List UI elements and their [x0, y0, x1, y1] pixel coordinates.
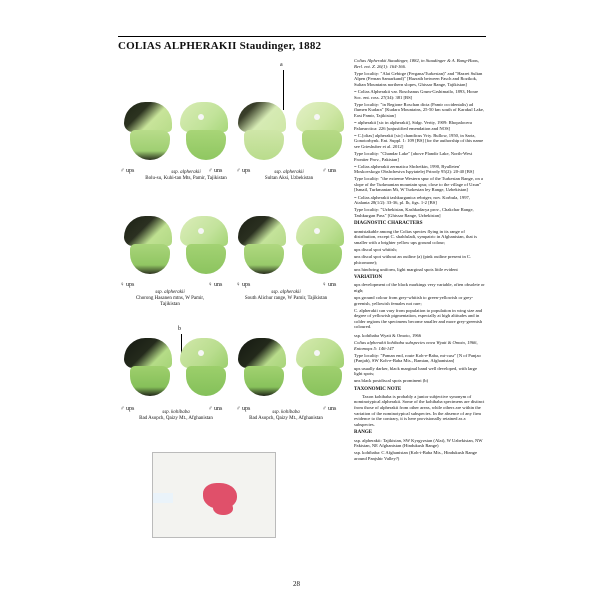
- page-number: 28: [293, 580, 300, 588]
- range-area: [213, 501, 233, 515]
- specimen-image: [292, 216, 346, 278]
- text-paragraph: Type locality: "Uzbekistan, Kashkadarya prov., Chakchar Range, Tashkurgan Pass" [Ghissar Range, Uzbekistan]: [354, 207, 474, 218]
- specimen-image: [292, 102, 346, 164]
- sex-label: ♂ ups: [236, 168, 251, 174]
- specimen-label: ssp. alpherakii Bolu-su, Kuhi-tan Mts, Pamir, Tajikistan: [145, 170, 227, 181]
- text-paragraph: = alpherakii [sic in alpherakii], Stdgr. Verity, 1909: Rhopalocera Palaearctica: 226 [unjustified emendation and NOS]: [354, 119, 472, 131]
- sex-label: ♂ uns: [322, 406, 337, 412]
- sex-label: ♂ uns: [208, 168, 223, 174]
- text-paragraph: uns black postdiscal spots prominent (b): [354, 378, 429, 384]
- sex-label: ♀ uns: [208, 282, 223, 288]
- plate-row-3: [118, 326, 350, 466]
- plate-row-1: [118, 62, 350, 202]
- sex-label: ♀ uns: [322, 282, 337, 288]
- text-paragraph: Colias Alpherakii Staudinger, 1882, in Staudinger & A. Bang-Haas, Berl. ent. Z. 26(1): 164-166.: [354, 58, 479, 69]
- text-paragraph: ups ground colour from grey-whitish to green-yellowish or grey-greenish, yellowish females not rare;: [354, 294, 474, 306]
- text-paragraph: ssp. kohibaba Wyatt & Omoto, 1966: [354, 333, 422, 339]
- text-paragraph: ups discal spot whitish;: [354, 246, 398, 252]
- sex-label: ♀ ups: [236, 282, 251, 288]
- text-paragraph: ssp. kohibaba: C Afghanistan (Koh-i-Baba Mts., Hindukush Range around Panjshir Valley?): [354, 450, 477, 461]
- text-paragraph: ups development of the black markings very variable, often obsolete or nigh;: [354, 282, 485, 293]
- specimen-label: ssp. alpherakii Chorong Hasanen mtns, W Pamir, Tajikistan: [135, 290, 205, 307]
- specimen-label: ssp. kohibaba Bad Asopch, Qaizy Mt., Afghanistan: [249, 410, 323, 421]
- section-heading: DIAGNOSTIC CHARACTERS: [354, 221, 423, 227]
- range-map: [152, 452, 276, 538]
- sex-label: ♂ uns: [208, 406, 223, 412]
- document-page: [118, 22, 486, 588]
- text-paragraph: Type locality: "Alai Gebirge (Fergana/Turkestan)" and "Hazret Sultan Alpen (Fernan Samarkand)" [Hazrath between Fasch and Rozikok, Sultan Mountains northern slopes, Ghissar Range, Tajikistan]: [354, 70, 483, 87]
- text-paragraph: uns hindwing uniform, light marginal spots little evident: [354, 266, 458, 272]
- specimen-image: [120, 216, 174, 278]
- text-paragraph: Type locality: "the extreme Western spur of the Turkestan Range, on a slope of the Turkmanian mountain spur, close to the village of Uzun" [Ismail, Turkmanian Mt, W Turkestan ley Range, Uzbekistan]: [354, 176, 483, 193]
- text-paragraph: Type locality: "Paman end, route Koh-e-Baba, mt-cusr" [N of Panjao (Panjab), SW Koh-e-Baba Mts., Bamian, Afghanistan]: [354, 352, 481, 364]
- text-paragraph: ups usually darker, black marginal band well developed, with large light spots;: [354, 365, 478, 377]
- section-heading: TAXONOMIC NOTE: [354, 386, 402, 392]
- specimen-image: [234, 216, 288, 278]
- text-paragraph: Colias alpherakii kohibaba subspecies nova Wyatt & Omoto, 1966, Entomops 5: 146-147: [354, 340, 478, 351]
- specimen-image: [176, 338, 230, 400]
- specimen-image: [120, 102, 174, 164]
- text-column: [354, 58, 486, 463]
- sex-label: ♀ ups: [120, 282, 135, 288]
- specimen-image: [176, 216, 230, 278]
- specimen-image: [120, 338, 174, 400]
- text-paragraph: = Colias Alpherakii var. Roschanus Grum-Grshimailo, 1893, Horae Soc. ent. ross. 27(34): 381 [BS]: [354, 88, 479, 100]
- section-heading: RANGE: [354, 430, 373, 436]
- specimen-label: ssp. alpherakii South Alichur range, W Pamir, Tajikistan: [244, 290, 328, 301]
- title-rule: [118, 36, 486, 37]
- sex-label: ♂ ups: [236, 406, 251, 412]
- text-paragraph: unmistakable among the Colias species flying in its range of distribution, except C. shahfuladi, sympatric in Afghanistan, that is smaller with a brighter yellow ups ground colour;: [354, 228, 477, 245]
- text-paragraph: uns discal spot without an outline (a) (pink outline present in C. phicomone);: [354, 253, 472, 265]
- specimen-label: ssp. alpherakii Sultan Aksi, Uzbekistan: [264, 170, 314, 181]
- specimen-image: [234, 102, 288, 164]
- marker-b: b: [178, 326, 181, 332]
- sex-label: ♂ ups: [120, 406, 135, 412]
- text-paragraph: Taxon kohibaba is probably a junior subjective synonym of nominotypical alpherakii. Some of the kohibaba specimens are distinct from those of alpherakii from other areas, while others are within the variation of the nominotypical subspecies. In the absence of any firm evidence to the contrary, it is here provisionally retained as a subspecies.: [354, 393, 485, 427]
- text-paragraph: = Colias alpherakii zermatica Shchetkin, 1990, Byulleten' Moskovskogo Obshchestva Ispytatelej Prirody 95(2): 20-40 [BS]: [354, 163, 474, 175]
- specimen-image: [292, 338, 346, 400]
- page-title: COLIAS ALPHERAKII Staudinger, 1882: [118, 40, 322, 52]
- sex-label: ♂ ups: [120, 168, 135, 174]
- plate-row-2: [118, 206, 350, 346]
- specimen-image: [176, 102, 230, 164]
- marker-a: a: [280, 62, 283, 68]
- section-heading: VARIATION: [354, 275, 383, 281]
- text-paragraph: = Colias alpherakii tashkurganica rebriger, nov. Korbula, 1997, Atalanta 28(1/2): 33-36, pl. Ih, figs. 1-2 [BS]: [354, 194, 470, 206]
- specimen-image: [234, 338, 288, 400]
- text-paragraph: C. alpherakii can vary from population to population in wing size and degree of yellowish pigmentation, especially at high altitudes and in colder regions the specimens become smaller and more grey-greenish coloured.: [354, 307, 483, 330]
- text-paragraph: ssp. alpherakii: Tajikistan, SW Kyrgyzstan (Alai), W Uzbekistan, NW Pakistan, NE Afghanistan (Hindukush Range): [354, 437, 483, 449]
- sex-label: ♂ uns: [322, 168, 337, 174]
- specimen-label: ssp. kohibaba Bad Asopch, Qaizy Mt., Afghanistan: [139, 410, 213, 421]
- text-paragraph: Type locality: "in Regione Roschan dicta (Pamir occidentalis) ad flumen Kudara" [Kudara Mountains, 25-50 km south of Karakul Lake, East Pamir, Tajikistan]: [354, 101, 485, 118]
- text-paragraph: = C.[olias] alpherakii [sic] chandicus Vrty. Bullow, 1950, in Sartz, Gonotorhynk. Ent. Suppl. 1: 109 [BS] [for the authorship of this name see Grieshuber et al. 2012]: [354, 132, 484, 149]
- text-paragraph: Type locality: "Chandar Lake" [above Plandir Lake, North-West Frontier Prov., Pakistan]: [354, 150, 473, 162]
